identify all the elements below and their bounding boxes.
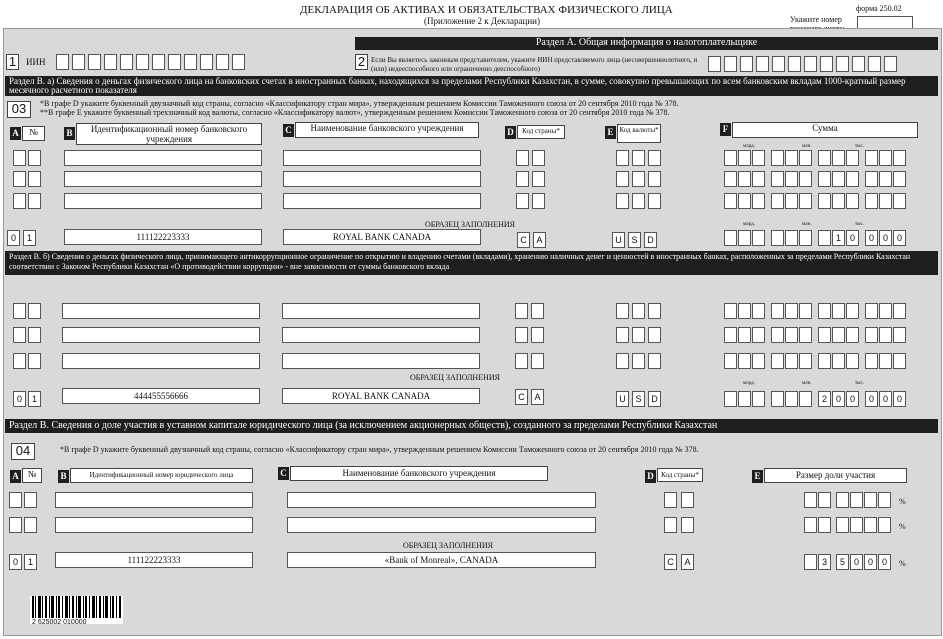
share-digit[interactable]: [804, 517, 817, 533]
scale-tys: тыс.: [855, 381, 865, 386]
sample-sum-digit: [724, 230, 737, 246]
bank-id-field[interactable]: [62, 353, 260, 369]
sum-digit[interactable]: [832, 193, 845, 209]
row-num-box[interactable]: [28, 150, 41, 166]
share-digit[interactable]: [864, 492, 877, 508]
row-num-box[interactable]: [9, 517, 22, 533]
rep-iin-digit-box[interactable]: [756, 56, 769, 72]
rep-iin-digit-box[interactable]: [884, 56, 897, 72]
sum-digit[interactable]: [771, 327, 784, 343]
country-box[interactable]: [532, 150, 545, 166]
sum-digit[interactable]: [771, 150, 784, 166]
row-num-box[interactable]: [28, 327, 41, 343]
scale-tys: тыс.: [855, 144, 865, 149]
rep-iin-digit-box[interactable]: [740, 56, 753, 72]
sum-digit[interactable]: [771, 303, 784, 319]
sample-legal-name: «Bank of Monreal», CANADA: [287, 552, 596, 568]
legal-id-field[interactable]: [55, 517, 253, 533]
row-num-box[interactable]: [28, 353, 41, 369]
currency-box[interactable]: [648, 353, 661, 369]
col-letter-d2: D: [645, 470, 656, 483]
sum-digit[interactable]: [771, 193, 784, 209]
currency-box[interactable]: [616, 171, 629, 187]
col-c2-header: Наименование банковского учреждения: [290, 466, 548, 481]
sum-digit[interactable]: [799, 193, 812, 209]
scale-mln: млн.: [802, 381, 812, 386]
currency-box[interactable]: [616, 303, 629, 319]
form-title: ДЕКЛАРАЦИЯ ОБ АКТИВАХ И ОБЯЗАТЕЛЬСТВАХ ФИЗИЧЕСКОГО ЛИЦА: [300, 4, 673, 16]
bank-id-field[interactable]: [64, 193, 262, 209]
rep-iin-digit-box[interactable]: [820, 56, 833, 72]
sample-sum-digit: [771, 391, 784, 407]
sum-digit[interactable]: [752, 303, 765, 319]
sample-sum-digit: 0: [879, 230, 892, 246]
sum-digit[interactable]: [724, 303, 737, 319]
sum-digit[interactable]: [752, 171, 765, 187]
sample-sum-digit: [738, 391, 751, 407]
field1-number: 1: [6, 54, 19, 70]
sum-digit[interactable]: [893, 327, 906, 343]
sum-digit[interactable]: [724, 327, 737, 343]
sum-digit[interactable]: [846, 353, 859, 369]
sum-digit[interactable]: [818, 193, 831, 209]
legal-id-field[interactable]: [55, 492, 253, 508]
sample-sum-digit: [799, 391, 812, 407]
sum-digit[interactable]: [818, 150, 831, 166]
sum-digit[interactable]: [846, 327, 859, 343]
sum-digit[interactable]: [785, 150, 798, 166]
share-digit: 0: [878, 554, 891, 570]
representative-label: Если Вы являетесь законным представителем, укажите ИИН представляемого лица (несовершеннолетнего, и (или) недееспособного или ограниченно дееспособного): [371, 56, 698, 73]
sample-country-box: A: [533, 232, 546, 248]
sum-digit[interactable]: [865, 353, 878, 369]
rep-iin-digit-box[interactable]: [724, 56, 737, 72]
iin-digit-box[interactable]: [104, 54, 117, 70]
col-b-header: Идентификационный номер банковского учреждения: [76, 123, 262, 145]
col-d2-header: Код страны*: [657, 468, 703, 482]
sample-sum-digit: 0: [879, 391, 892, 407]
section-bc-sample-label: ОБРАЗЕЦ ЗАПОЛНЕНИЯ: [403, 541, 493, 550]
sum-digit[interactable]: [738, 327, 751, 343]
row-num-box[interactable]: [13, 171, 26, 187]
sample-num-box: 1: [28, 391, 41, 407]
sample-sum-digit: 2: [818, 391, 831, 407]
sample-num-box: 1: [23, 230, 36, 246]
form-subtitle: (Приложение 2 к Декларации): [424, 16, 540, 26]
rep-iin-digit-box[interactable]: [852, 56, 865, 72]
iin-digit-box[interactable]: [72, 54, 85, 70]
sum-digit[interactable]: [752, 353, 765, 369]
country-box[interactable]: [664, 492, 677, 508]
section-bc-title: Раздел В. Сведения о доле участия в уставном капитале юридического лица (за исключением акционерных обществ), созданного за пределами Республики Казахстан: [5, 419, 938, 433]
percent-sign: %: [899, 497, 906, 506]
col-letter-c: C: [283, 124, 294, 137]
col-letter-a: A: [10, 127, 21, 140]
row-num-box[interactable]: [13, 353, 26, 369]
share-digit: 0: [864, 554, 877, 570]
sample-country-box: A: [531, 389, 544, 405]
country-box[interactable]: [516, 171, 529, 187]
col-b2-header: Идентификационный номер юридического лица: [70, 468, 253, 483]
col-a-header: №: [22, 126, 45, 141]
country-box[interactable]: [532, 193, 545, 209]
iin-digit-box[interactable]: [168, 54, 181, 70]
sample-sum-digit: 0: [865, 391, 878, 407]
share-digit[interactable]: [804, 492, 817, 508]
sum-digit[interactable]: [799, 327, 812, 343]
share-digit: [804, 554, 817, 570]
iin-digit-box[interactable]: [56, 54, 69, 70]
sum-digit[interactable]: [752, 327, 765, 343]
currency-box[interactable]: [648, 171, 661, 187]
col-letter-b: B: [64, 127, 75, 140]
iin-digit-box[interactable]: [120, 54, 133, 70]
currency-box[interactable]: [648, 303, 661, 319]
bank-id-field[interactable]: [62, 327, 260, 343]
sum-digit[interactable]: [865, 193, 878, 209]
country-box[interactable]: [515, 327, 528, 343]
share-digit[interactable]: [836, 517, 849, 533]
sample-bank-id: 111122223333: [64, 229, 262, 245]
sum-digit[interactable]: [785, 171, 798, 187]
sample-sum-digit: 1: [832, 230, 845, 246]
col-e-header: Код валюты*: [617, 124, 661, 143]
sum-digit[interactable]: [893, 353, 906, 369]
barcode-number: 2 625002 010000: [32, 619, 87, 626]
rep-iin-digit-box[interactable]: [804, 56, 817, 72]
sample-country-box: C: [517, 232, 530, 248]
sum-digit[interactable]: [818, 171, 831, 187]
sum-digit[interactable]: [832, 171, 845, 187]
rep-iin-digit-box[interactable]: [836, 56, 849, 72]
col-f-header: Сумма: [732, 122, 918, 138]
sum-digit[interactable]: [879, 303, 892, 319]
rep-iin-digit-box[interactable]: [788, 56, 801, 72]
sample-country-box: C: [515, 389, 528, 405]
sum-digit[interactable]: [832, 303, 845, 319]
sum-digit[interactable]: [879, 171, 892, 187]
bank-name-field[interactable]: [283, 171, 481, 187]
sample-sum-digit: [752, 230, 765, 246]
currency-box[interactable]: [632, 150, 645, 166]
sum-digit[interactable]: [799, 303, 812, 319]
sum-digit[interactable]: [752, 193, 765, 209]
col-a2-header: №: [22, 468, 42, 483]
section-bc-code: 04: [11, 443, 35, 460]
col-letter-b2: B: [58, 470, 69, 483]
sum-digit[interactable]: [818, 327, 831, 343]
sum-digit[interactable]: [738, 150, 751, 166]
sample-sum-digit: [818, 230, 831, 246]
share-digit[interactable]: [850, 492, 863, 508]
sum-digit[interactable]: [832, 150, 845, 166]
sum-digit[interactable]: [832, 353, 845, 369]
barcode-bars-icon: [30, 596, 123, 618]
row-num-box[interactable]: [24, 492, 37, 508]
currency-box[interactable]: [616, 353, 629, 369]
sample-sum-digit: 0: [846, 391, 859, 407]
currency-box[interactable]: [648, 327, 661, 343]
sum-digit[interactable]: [879, 193, 892, 209]
country-box[interactable]: [531, 327, 544, 343]
currency-box[interactable]: [632, 353, 645, 369]
sum-digit[interactable]: [724, 150, 737, 166]
sheet-number-label: Укажите номер: [790, 15, 842, 24]
sum-digit[interactable]: [785, 327, 798, 343]
country-box[interactable]: [516, 193, 529, 209]
sum-digit[interactable]: [752, 150, 765, 166]
currency-box[interactable]: [616, 150, 629, 166]
country-box[interactable]: [532, 171, 545, 187]
bank-name-field[interactable]: [282, 327, 480, 343]
sample-bank-name: ROYAL BANK CANADA: [283, 229, 481, 245]
sum-digit[interactable]: [738, 353, 751, 369]
col-letter-a2: A: [10, 470, 21, 483]
col-letter-e2: E: [752, 470, 763, 483]
sum-digit[interactable]: [738, 193, 751, 209]
sum-digit[interactable]: [818, 353, 831, 369]
country-box[interactable]: [531, 353, 544, 369]
currency-box[interactable]: [616, 193, 629, 209]
sample-num-box: 1: [24, 554, 37, 570]
sample-currency-box: S: [628, 232, 641, 248]
share-digit[interactable]: [878, 517, 891, 533]
sample-currency-box: U: [612, 232, 625, 248]
rep-iin-digit-box[interactable]: [772, 56, 785, 72]
sum-digit[interactable]: [724, 171, 737, 187]
row-num-box[interactable]: [28, 193, 41, 209]
row-num-box[interactable]: [28, 303, 41, 319]
sum-digit[interactable]: [893, 193, 906, 209]
sample-sum-digit: [724, 391, 737, 407]
share-digit[interactable]: [818, 517, 831, 533]
sample-sum-digit: [738, 230, 751, 246]
sum-digit[interactable]: [799, 150, 812, 166]
section-ba-code: 03: [7, 101, 31, 118]
sample-bank-id: 444455556666: [62, 388, 260, 404]
sample-legal-id: 111122223333: [55, 552, 253, 568]
bank-id-field[interactable]: [62, 303, 260, 319]
percent-sign: %: [899, 522, 906, 531]
share-digit[interactable]: [878, 492, 891, 508]
country-box[interactable]: [531, 303, 544, 319]
iin-digit-box[interactable]: [184, 54, 197, 70]
sample-sum-digit: 0: [893, 391, 906, 407]
share-digit: 0: [850, 554, 863, 570]
sum-digit[interactable]: [785, 353, 798, 369]
sum-digit[interactable]: [724, 353, 737, 369]
sum-digit[interactable]: [893, 171, 906, 187]
sample-country-box: A: [681, 554, 694, 570]
currency-box[interactable]: [632, 193, 645, 209]
sum-digit[interactable]: [893, 150, 906, 166]
sample-sum-digit: [785, 230, 798, 246]
sum-digit[interactable]: [865, 150, 878, 166]
section-ba-note2: **В графе Е укажите буквенный трехзначный код валюты, согласно «Классификатору валют», утвержденным решением Комиссии Таможенного союза от 20 сентября 2010 года № 378.: [40, 108, 670, 117]
bank-name-field[interactable]: [282, 303, 480, 319]
sum-digit[interactable]: [785, 193, 798, 209]
section-bb-title: Раздел В. б) Сведения о деньгах физического лица, принимающего антикоррупционное ограничение по открытию и владению счетами (вкладами), хранению наличных денег и ценностей в иностранных банках, расположенных за пределами Республики Казахстан соответствии с Законом Республики Казахстан «О противодействии коррупции» - вне зависимости от суммы банковского вклада: [5, 251, 938, 275]
section-bc-note: *В графе D укажите буквенный двузначный код страны, согласно «Классификатору стран мира», утвержденным решением Комиссии Таможенного союза от 20 сентября 2010 года № 378.: [60, 445, 699, 454]
iin-digit-box[interactable]: [232, 54, 245, 70]
section-a-title: Раздел А. Общая информация о налогоплательщике: [355, 37, 938, 50]
row-num-box[interactable]: [13, 193, 26, 209]
scale-tys: тыс.: [855, 222, 865, 227]
sample-num-box: 0: [7, 230, 20, 246]
sum-digit[interactable]: [846, 171, 859, 187]
section-ba-sample-label: ОБРАЗЕЦ ЗАПОЛНЕНИЯ: [425, 220, 515, 229]
bank-name-field[interactable]: [282, 353, 480, 369]
sum-digit[interactable]: [879, 150, 892, 166]
field2-number: 2: [355, 54, 368, 70]
share-digit: 3: [818, 554, 831, 570]
bank-id-field[interactable]: [64, 171, 262, 187]
sample-currency-box: U: [616, 391, 629, 407]
col-letter-d: D: [505, 126, 516, 139]
bank-id-field[interactable]: [64, 150, 262, 166]
country-box[interactable]: [664, 517, 677, 533]
sum-digit[interactable]: [846, 150, 859, 166]
rep-iin-digit-box[interactable]: [708, 56, 721, 72]
sample-sum-digit: [752, 391, 765, 407]
section-ba-title: Раздел В. а) Сведения о деньгах физического лица на банковских счетах в иностранных банках, находящихся за пределами Республики Казахстан, в сумме, совокупно превышающих по всем банковским вкладам 1000-кратный размер месячного расчетного показателя: [5, 76, 938, 96]
sum-digit[interactable]: [799, 353, 812, 369]
sample-sum-digit: 0: [893, 230, 906, 246]
iin-digit-box[interactable]: [200, 54, 213, 70]
sample-sum-digit: [785, 391, 798, 407]
currency-box[interactable]: [648, 150, 661, 166]
col-letter-e: E: [605, 126, 616, 139]
sum-digit[interactable]: [846, 193, 859, 209]
row-num-box[interactable]: [13, 303, 26, 319]
form-code: форма 250.02: [856, 4, 902, 13]
row-num-box[interactable]: [28, 171, 41, 187]
sample-currency-box: D: [644, 232, 657, 248]
sum-digit[interactable]: [865, 303, 878, 319]
rep-iin-digit-box[interactable]: [868, 56, 881, 72]
bank-name-field[interactable]: [283, 150, 481, 166]
row-num-box[interactable]: [13, 327, 26, 343]
sample-country-box: C: [664, 554, 677, 570]
row-num-box[interactable]: [24, 517, 37, 533]
section-bb-sample-label: ОБРАЗЕЦ ЗАПОЛНЕНИЯ: [410, 373, 500, 382]
section-ba-note1: *В графе D укажите буквенный двузначный код страны, согласно «Классификатору стран мира», утвержденным решением Комиссии Таможенного союза от 20 сентября 2010 года № 378.: [40, 99, 679, 108]
country-box[interactable]: [681, 517, 694, 533]
iin-digit-box[interactable]: [216, 54, 229, 70]
sample-bank-name: ROYAL BANK CANADA: [282, 388, 480, 404]
sum-digit[interactable]: [846, 303, 859, 319]
sum-digit[interactable]: [771, 171, 784, 187]
sample-currency-box: D: [648, 391, 661, 407]
row-num-box[interactable]: [13, 150, 26, 166]
sum-digit[interactable]: [818, 303, 831, 319]
scale-mln: млн.: [802, 222, 812, 227]
col-e2-header: Размер доли участия: [764, 468, 907, 483]
barcode: [30, 596, 123, 624]
scale-mln: млн.: [802, 144, 812, 149]
sample-num-box: 0: [9, 554, 22, 570]
sum-digit[interactable]: [893, 303, 906, 319]
sample-sum-digit: 0: [846, 230, 859, 246]
sum-digit[interactable]: [832, 327, 845, 343]
iin-label: ИИН: [26, 57, 46, 67]
sum-digit[interactable]: [865, 171, 878, 187]
sample-num-box: 0: [13, 391, 26, 407]
sum-digit[interactable]: [738, 171, 751, 187]
sum-digit[interactable]: [879, 353, 892, 369]
scale-mlrd: млрд.: [743, 222, 755, 227]
share-digit[interactable]: [818, 492, 831, 508]
share-digit[interactable]: [850, 517, 863, 533]
country-box[interactable]: [515, 303, 528, 319]
share-digit[interactable]: [864, 517, 877, 533]
currency-box[interactable]: [632, 327, 645, 343]
sum-digit[interactable]: [785, 303, 798, 319]
currency-box[interactable]: [616, 327, 629, 343]
legal-name-field[interactable]: [287, 517, 596, 533]
legal-name-field[interactable]: [287, 492, 596, 508]
col-letter-c2: C: [278, 467, 289, 480]
currency-box[interactable]: [632, 303, 645, 319]
iin-digit-box[interactable]: [136, 54, 149, 70]
row-num-box[interactable]: [9, 492, 22, 508]
country-box[interactable]: [515, 353, 528, 369]
sum-digit[interactable]: [724, 193, 737, 209]
sample-sum-digit: 0: [865, 230, 878, 246]
country-box[interactable]: [516, 150, 529, 166]
currency-box[interactable]: [632, 171, 645, 187]
col-c-header: Наименование банковского учреждения: [295, 122, 479, 138]
percent-sign: %: [899, 559, 906, 568]
sum-digit[interactable]: [738, 303, 751, 319]
sum-digit[interactable]: [799, 171, 812, 187]
col-d-header: Код страны*: [517, 125, 565, 139]
sample-sum-digit: 0: [832, 391, 845, 407]
sum-digit[interactable]: [865, 327, 878, 343]
sum-digit[interactable]: [879, 327, 892, 343]
iin-digit-box[interactable]: [152, 54, 165, 70]
country-box[interactable]: [681, 492, 694, 508]
col-letter-f: F: [720, 123, 731, 136]
sample-sum-digit: [771, 230, 784, 246]
currency-box[interactable]: [648, 193, 661, 209]
scale-mlrd: млрд.: [743, 381, 755, 386]
iin-digit-box[interactable]: [88, 54, 101, 70]
bank-name-field[interactable]: [283, 193, 481, 209]
sum-digit[interactable]: [771, 353, 784, 369]
scale-mlrd: млрд.: [743, 144, 755, 149]
share-digit[interactable]: [836, 492, 849, 508]
share-digit: 5: [836, 554, 849, 570]
sample-currency-box: S: [632, 391, 645, 407]
sample-sum-digit: [799, 230, 812, 246]
